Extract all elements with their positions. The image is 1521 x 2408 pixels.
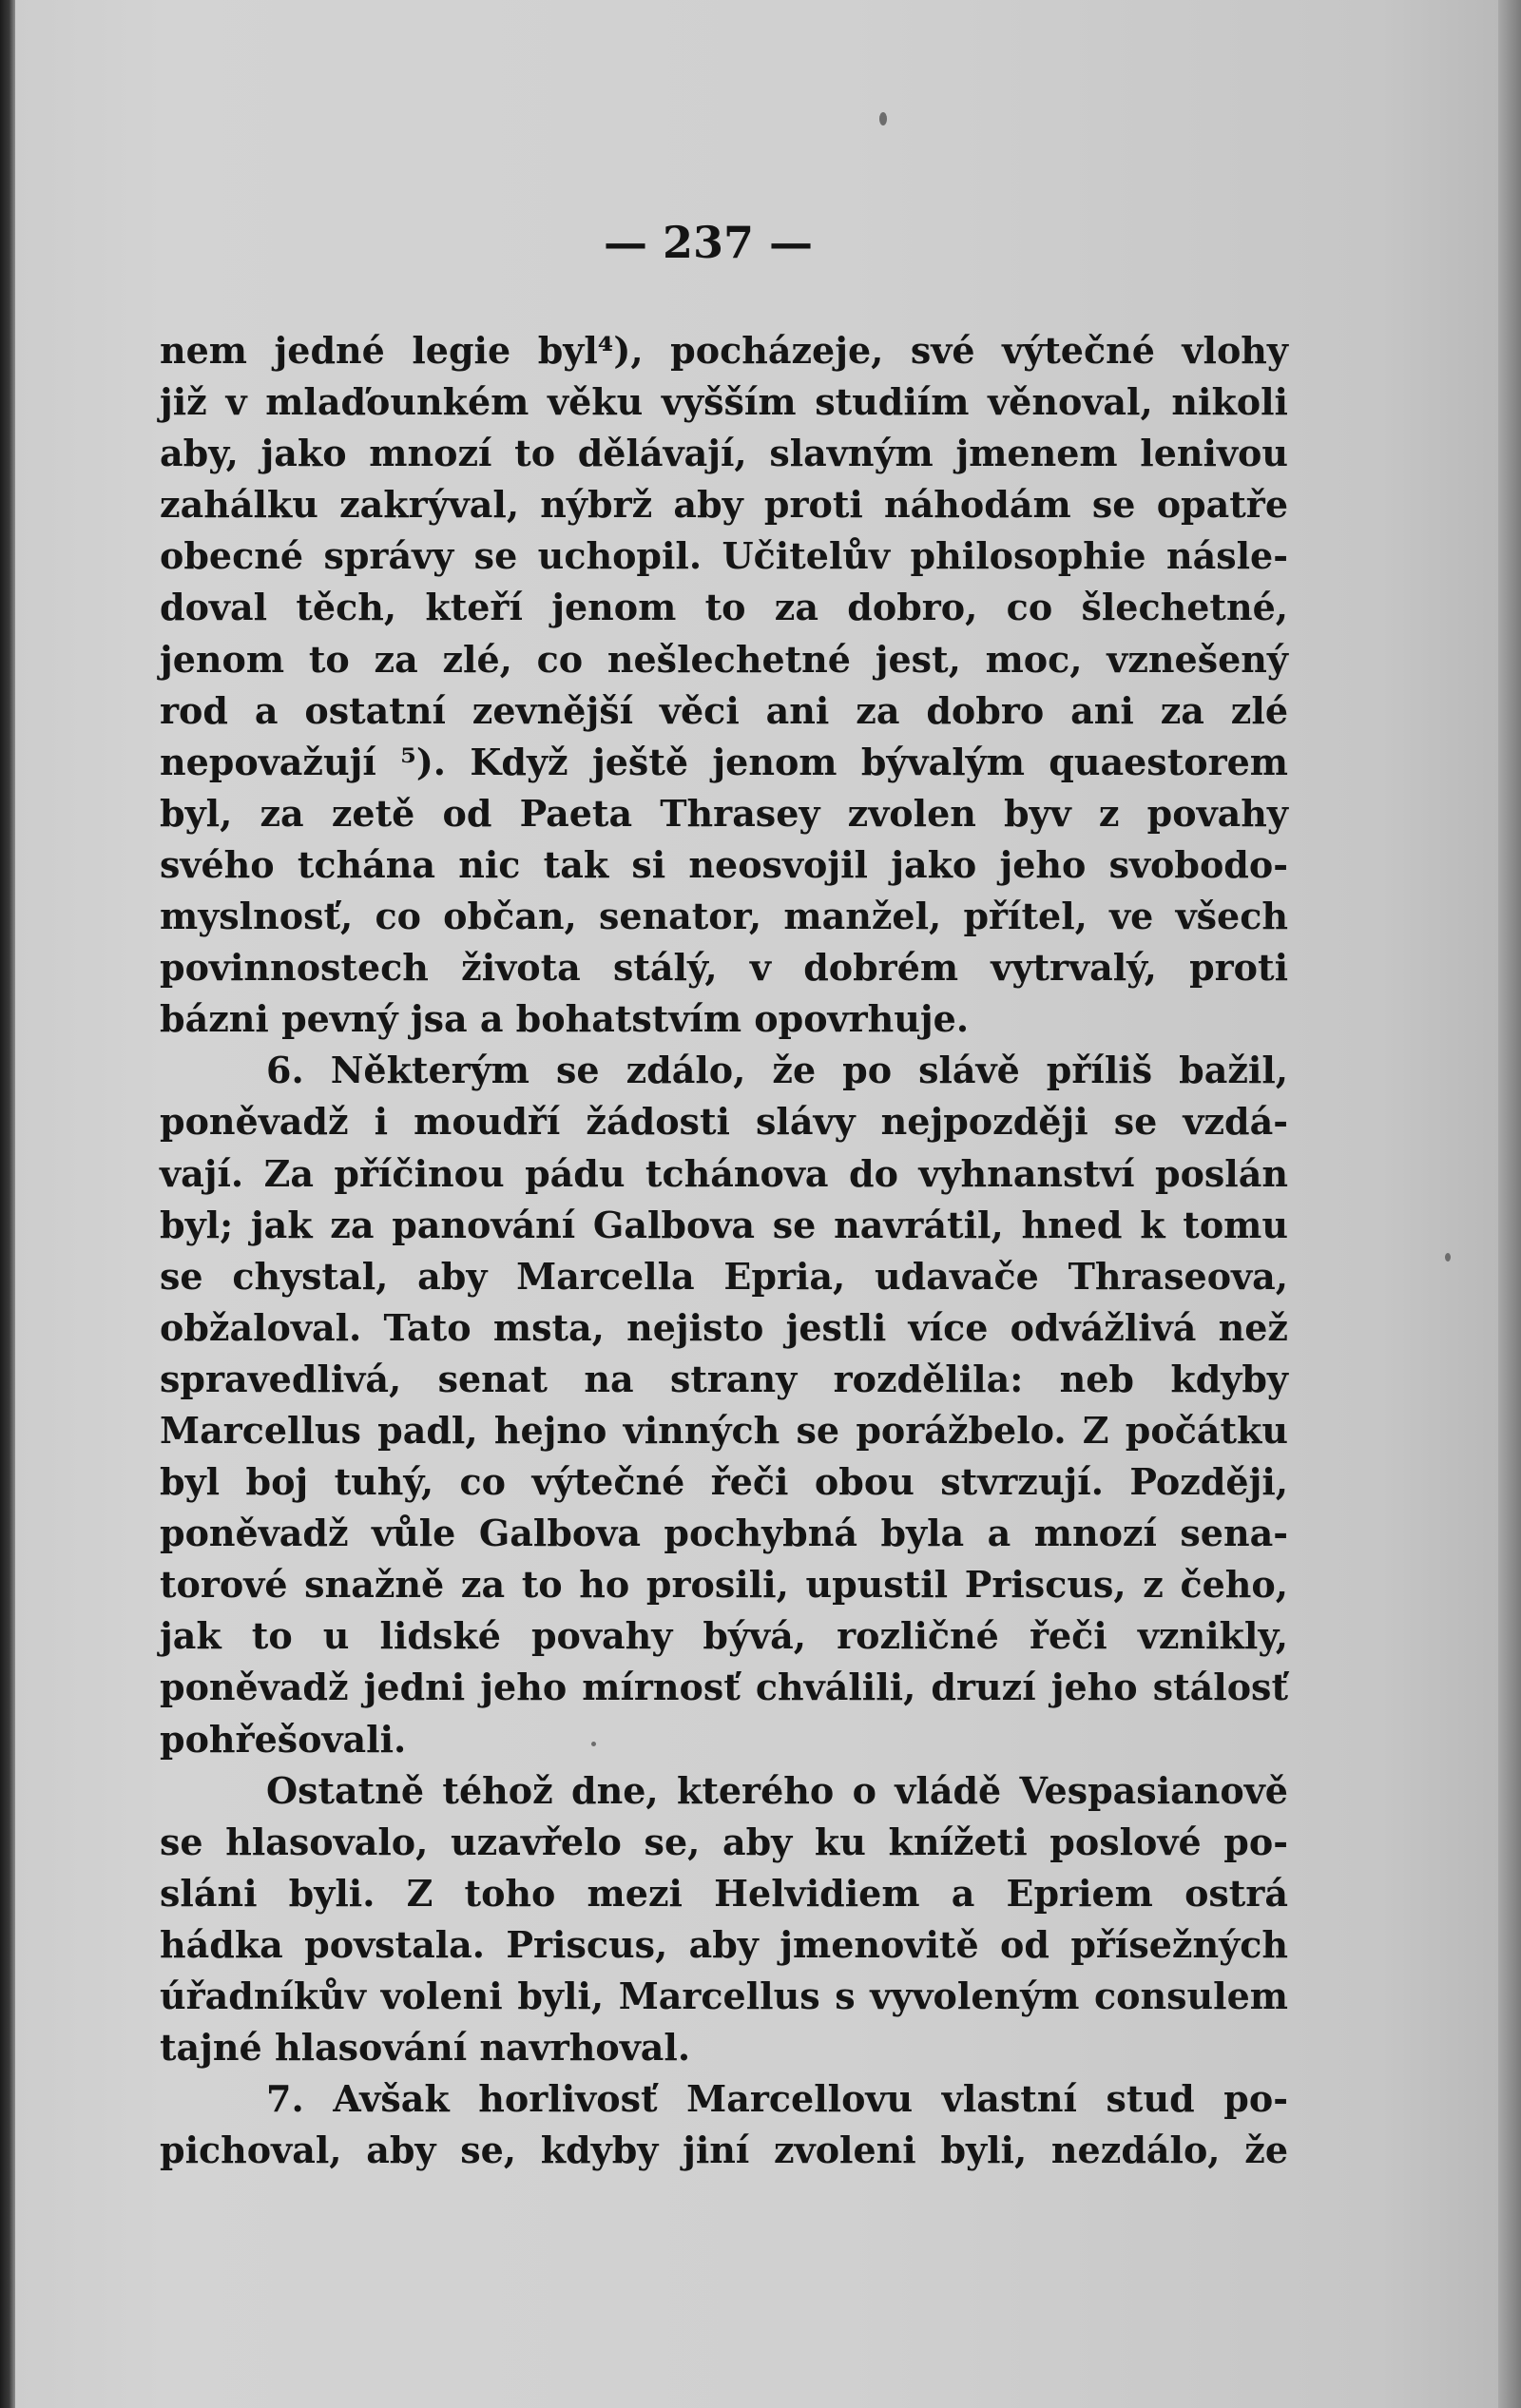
text-line: doval těch, kteří jenom to za dobro, co šlechetné,	[160, 586, 1288, 629]
text-line: torové snažně za to ho prosili, upustil Priscus, z čeho,	[160, 1563, 1288, 1607]
text-line: tajné hlasování navrhoval.	[160, 2026, 691, 2070]
text-line: nepovažují ⁵). Když ještě jenom bývalým quaestorem	[160, 740, 1288, 783]
text-line: byl boj tuhý, co výtečné řeči obou stvrzují. Později,	[160, 1460, 1288, 1504]
scan-speck	[879, 112, 887, 125]
text-line: Ostatně téhož dne, kterého o vládě Vespasianově	[266, 1768, 1288, 1812]
text-line: svého tchána nic tak si neosvojil jako jeho svobodo-	[160, 842, 1288, 886]
page-outer-edge	[1498, 0, 1521, 2408]
page-number: — 237 —	[603, 217, 814, 268]
text-line: již v mlaďounkém věku vyšším studiím věnoval, nikoli	[160, 380, 1288, 424]
text-line: obecné správy se uchopil. Učitelův philosophie násle-	[160, 534, 1288, 578]
text-line: sláni byli. Z toho mezi Helvidiem a Epriem ostrá	[160, 1871, 1288, 1915]
text-line: aby, jako mnozí to dělávají, slavným jmenem lenivou	[160, 432, 1288, 475]
text-line: jenom to za zlé, co nešlechetné jest, moc, vznešený	[160, 637, 1288, 681]
text-line: pohřešovali.	[160, 1717, 407, 1761]
text-line: byl; jak za panování Galbova se navrátil, hned k tomu	[160, 1203, 1288, 1246]
text-line: spravedlivá, senat na strany rozdělila: neb kdyby	[160, 1357, 1288, 1400]
text-line: obžaloval. Tato msta, nejisto jestli více odvážlivá než	[160, 1305, 1288, 1349]
scan-speck	[1445, 1253, 1451, 1262]
text-line: poněvadž vůle Galbova pochybná byla a mnozí sena-	[160, 1512, 1288, 1555]
text-line: myslnosť, co občan, senator, manžel, přítel, ve všech	[160, 895, 1288, 938]
text-line: rod a ostatní zevnější věci ani za dobro ani za zlé	[160, 688, 1288, 732]
text-line: vají. Za příčinou pádu tchánova do vyhnanství poslán	[160, 1151, 1288, 1195]
text-line: 6. Některým se zdálo, že po slávě příliš bažil,	[266, 1049, 1288, 1092]
text-line: úřadníkův voleni byli, Marcellus s vyvoleným consulem	[160, 1975, 1288, 2017]
text-line: poněvadž jedni jeho mírnosť chválili, druzí jeho stálosť	[160, 1666, 1288, 1709]
text-line: poněvadž i moudří žádosti slávy nejpozději se vzdá-	[160, 1100, 1288, 1144]
text-line: 7. Avšak horlivosť Marcellovu vlastní stud po-	[266, 2077, 1288, 2121]
text-line: pichoval, aby se, kdyby jiní zvoleni byli, nezdálo, že	[160, 2129, 1288, 2172]
body-text	[160, 325, 1288, 2176]
text-line: se chystal, aby Marcella Epria, udavače Thraseova,	[160, 1254, 1288, 1298]
text-line: byl, za zetě od Paeta Thrasey zvolen byv z povahy	[160, 791, 1288, 835]
text-line: hádka povstala. Priscus, aby jmenovitě od přísežných	[160, 1922, 1288, 1966]
text-line: povinnostech života stálý, v dobrém vytrvalý, proti	[160, 946, 1288, 990]
text-line: bázni pevný jsa a bohatstvím opovrhuje.	[160, 997, 970, 1041]
text-line: nem jedné legie byl⁴), pocházeje, své výtečné vlohy	[160, 329, 1288, 372]
text-line: zahálku zakrýval, nýbrž aby proti náhodám se opatře	[160, 483, 1288, 527]
page-binding-edge	[0, 0, 15, 2408]
text-line: jak to u lidské povahy bývá, rozličné řeči vznikly,	[160, 1614, 1288, 1658]
text-line: se hlasovalo, uzavřelo se, aby ku knížeti poslové po-	[160, 1820, 1288, 1863]
text-line: Marcellus padl, hejno vinných se porážbelo. Z počátku	[160, 1408, 1288, 1452]
